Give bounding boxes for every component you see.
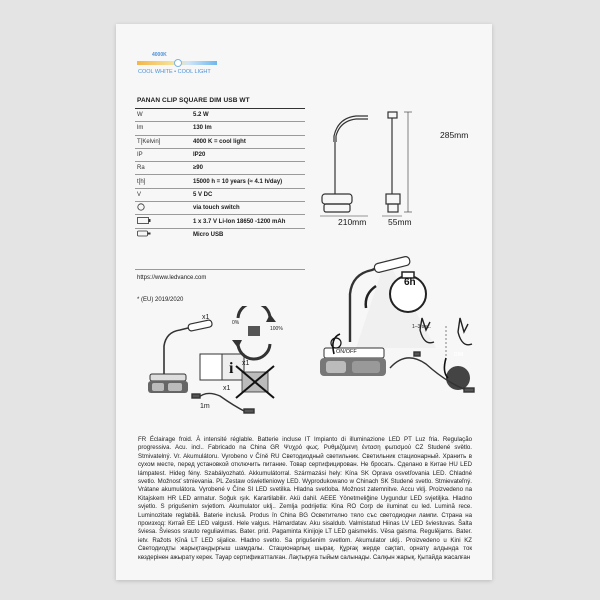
multilingual-legal-text: FR Éclairage froid. À intensité réglable. Batterie incluse IT Impianto di illuminazione LED PT Luz fria. Regulação progressiva. Acu. incl.. Fabricado na China GR Ψυχρό φως. Ρυθμιζόμενη ένταση φωτισμού CZ Studené světlo. Stmivatelný. Vr. Akumulátoru. Vyrobeno v Číně RU Светодиодный светильник. Светильник стационарный. Хранить в сухом месте, перед установкой отключить питание. Товар сертифицирован. Не бросать. Сделано в Китае HU LED lámpatest. Hideg fény. Szabályozható. Akkumulátorral. Származási hely: Kína SK Oprava osvetľovania LED. Chladné svetlo. Možnosť stmievania. PL Zestaw oświetleniowy LED. Wyprodukowano w Chinach SK Studené svetlo. Stmievateľný. Vrátane akumulátora. Vyrobené v Číne SI LED svetilka. Hladna svetloba. Možnost zatemnitve. Accu vklj. Proizvedeno na Kitajskem HR LED armatur. Soğuk ışık. Karartilabilir. Akü dahil. AEEE Yönetmeliğine Uygundur LED svjetiljka. Hladno svjetlo. S prigušenim svjetlom. Akumulator uklj.. Zemlja podrijetla: Kina RO Corp de iluminat cu led. Lumină rece. Luminozitate reglabilă. Baterie inclusă. Produs în China BG Осветително тяло със светодиодни лампи. Страна на произход: Китай EE LED valgusti. Hele valgus. Hämardatav. Aku sisaldub. Valmistatud Hiinas LV LED šviestuvas. Šalta šviesa. Šviesos srauto reguliavimas. Bater. prid. Pagaminta Kinijoje LT LED gaismeklis. Vēsa gaisma. Regulējams. Bater. ietv. Ražots Ķīnā LT LED sijalice. Hladno svetlo. Sa prigušenim svetlom. Akumulator uklj.. Proizvedeno u Kini KZ Светодиодты жарықтандырғыш шамдалы. Стационарлық шырақ. Құрғақ жерде сақтап, орнату алдында ток көздерінен ажырату керек. Тауар сертификатталған. Лақтыруға тыйым салынады. Салқын жарық. Қытайда жасалған [138, 436, 472, 561]
charge-high-pct: 100% [270, 326, 283, 332]
cct-label: COOL WHITE • COOL LIGHT [138, 69, 211, 75]
product-title: PANAN CLIP SQUARE DIM USB WT [137, 97, 250, 104]
dimension-drawing [316, 88, 476, 238]
svg-text:i: i [229, 360, 234, 377]
dim-label: DIM [454, 352, 464, 358]
spec-value: 15000 h = 10 years (≈ 4.1 h/day) [191, 175, 305, 188]
lamp-arm-icon [164, 326, 196, 374]
spec-symbol: V [135, 188, 191, 201]
charge-cycle-icon [238, 306, 270, 320]
spec-row [135, 215, 305, 228]
qty-lamp: x1 [202, 314, 210, 321]
spec-symbol: lm [135, 122, 191, 135]
qty-manual: x1 [242, 360, 250, 367]
no-dispose-bin-icon [236, 366, 274, 398]
spec-value: 130 lm [191, 122, 305, 135]
qty-cable: x1 [223, 385, 231, 392]
spec-value: 1 x 3.7 V Li-Ion 18650 -1200 mAh [191, 215, 305, 228]
spec-value: 4000 K = cool light [191, 135, 305, 148]
spec-table [135, 108, 305, 241]
spec-row [135, 188, 305, 201]
spec-symbol: T[Kelvin] [135, 135, 191, 148]
spec-symbol: Ra [135, 162, 191, 175]
spec-row [135, 135, 305, 148]
spec-value: ≥90 [191, 162, 305, 175]
dimension-width-front: 210mm [338, 217, 367, 227]
spec-row [135, 228, 305, 241]
spec-value: 5.2 W [191, 109, 305, 122]
spec-row [135, 122, 305, 135]
eu-regulation-ref: * (EU) 2019/2020 [137, 297, 184, 303]
onoff-label: ON/OFF [336, 349, 357, 355]
spec-row [135, 202, 305, 215]
dimension-height: 285mm [440, 130, 469, 140]
cable-length: 1m [200, 403, 210, 410]
website-url[interactable]: https://www.ledvance.com [137, 275, 207, 281]
touch-hold-hand-icon [458, 318, 472, 345]
spec-divider [135, 269, 305, 270]
spec-row [135, 109, 305, 122]
spec-value: via touch switch [191, 202, 305, 215]
spec-row [135, 162, 305, 175]
cct-kelvin: 4000K [152, 52, 167, 58]
timer-label: 6h [404, 277, 416, 288]
spec-row [135, 148, 305, 161]
spec-value: IP20 [191, 148, 305, 161]
spec-row [135, 175, 305, 188]
usb-icon [135, 228, 191, 241]
charge-low-pct: 0% [232, 320, 240, 326]
dimension-width-side: 55mm [388, 217, 412, 227]
battery-icon [135, 215, 191, 228]
cct-marker-icon [174, 59, 182, 67]
spec-symbol: t[h] [135, 175, 191, 188]
spec-value: 5 V DC [191, 188, 305, 201]
hold-seconds-label: 1–3 sec. [412, 324, 431, 330]
spec-symbol: W [135, 109, 191, 122]
spec-value: Micro USB [191, 228, 305, 241]
touch-switch-icon [135, 202, 191, 215]
spec-symbol: IP [135, 148, 191, 161]
operation-illustration [316, 238, 486, 398]
package-card [116, 24, 492, 580]
